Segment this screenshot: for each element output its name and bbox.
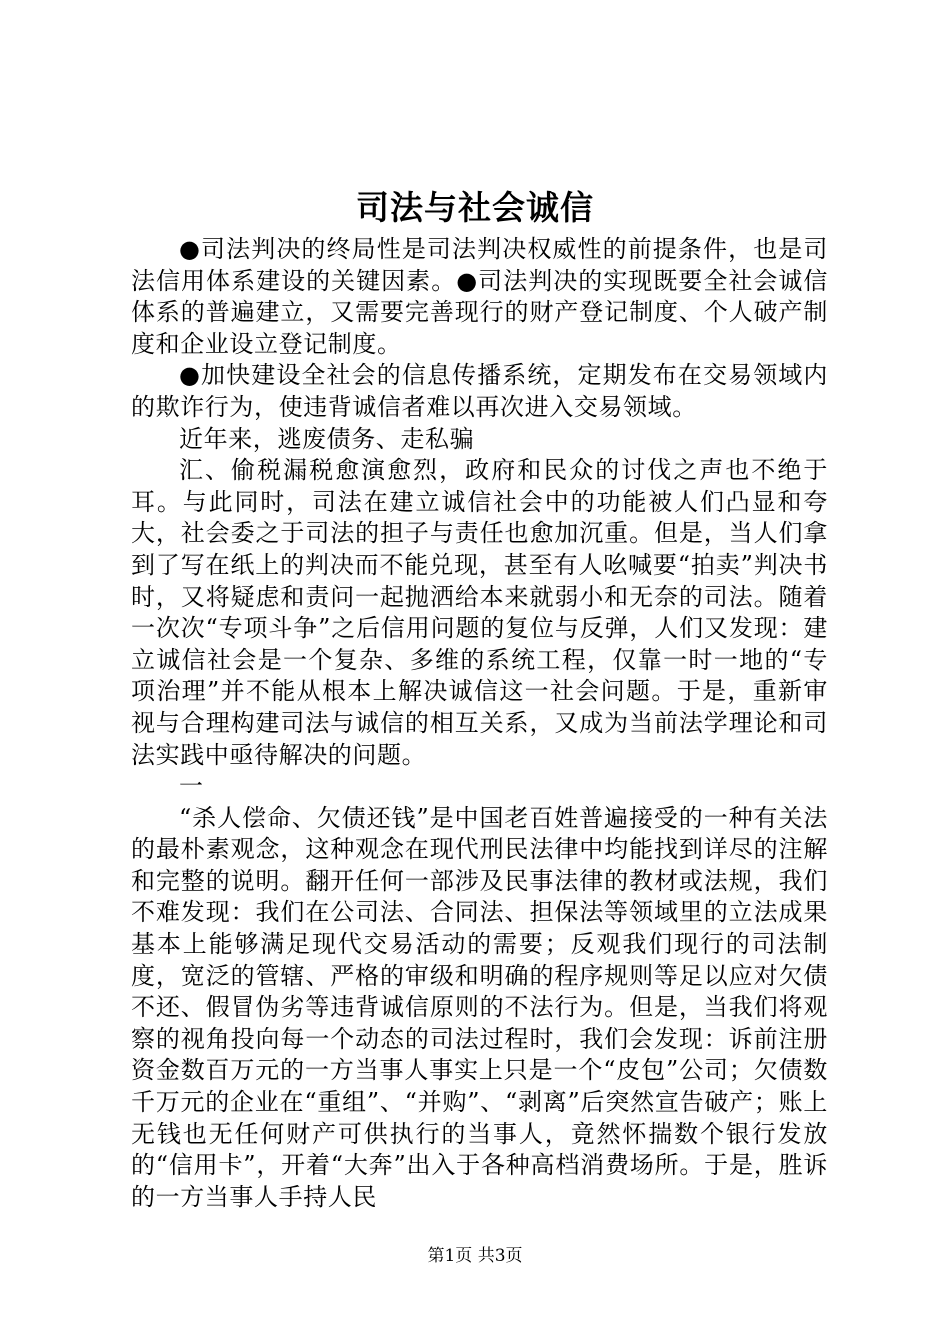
page-number-footer: 第1页 共3页 bbox=[427, 1246, 523, 1266]
paragraph-1: ●司法判决的终局性是司法判决权威性的前提条件，也是司法信用体系建设的关键因素。●司法判决的实现既要全社会诚信体系的普遍建立，又需要完善现行的财产登记制度、个人破产制度和企业设立登记制度。 bbox=[131, 235, 828, 358]
paragraph-2: ●加快建设全社会的信息传播系统，定期发布在交易领域内的欺诈行为，使违背诚信者难以再次进入交易领域。 bbox=[131, 361, 828, 421]
document-title: 司法与社会诚信 bbox=[356, 188, 594, 227]
paragraph-5: “杀人偿命、欠债还钱”是中国老百姓普遍接受的一种有关法的最朴素观念，这种观念在现代刑民法律中均能找到详尽的注解和完整的说明。翻开任何一部涉及民事法律的教材或法规，我们不难发现：我们在公司法、合同法、担保法等领域里的立法成果基本上能够满足现代交易活动的需要；反观我们现行的司法制度，宽泛的管辖、严格的审级和明确的程序规则等足以应对欠债不还、假冒伪劣等违背诚信原则的不法行为。但是，当我们将观察的视角投向每一个动态的司法过程时，我们会发现：诉前注册资金数百万元的一方当事人事实上只是一个“皮包”公司；欠债数千万元的企业在“重组”、“并购”、“剥离”后突然宣告破产；账上无钱也无任何财产可供执行的当事人，竟然怀揣数个银行发放的“信用卡”，开着“大奔”出入于各种高档消费场所。于是，胜诉的一方当事人手持人民 bbox=[131, 803, 828, 1211]
paragraph-4: 汇、偷税漏税愈演愈烈，政府和民众的讨伐之声也不绝于耳。与此同时，司法在建立诚信社会中的功能被人们凸显和夸大，社会委之于司法的担子与责任也愈加沉重。但是，当人们拿到了写在纸上的判决而不能兑现，甚至有人吆喊要“拍卖”判决书时，又将疑虑和责问一起抛洒给本来就弱小和无奈的司法。随着一次次“专项斗争”之后信用问题的复位与反弹，人们又发现：建立诚信社会是一个复杂、多维的系统工程，仅靠一时一地的“专项治理”并不能从根本上解决诚信这一社会问题。于是，重新审视与合理构建司法与诚信的相互关系，又成为当前法学理论和司法实践中亟待解决的问题。 bbox=[131, 456, 828, 769]
section-heading-one: 一 bbox=[179, 772, 204, 801]
paragraph-3: 近年来，逃废债务、走私骗 bbox=[179, 424, 475, 453]
document-body bbox=[131, 234, 828, 1213]
